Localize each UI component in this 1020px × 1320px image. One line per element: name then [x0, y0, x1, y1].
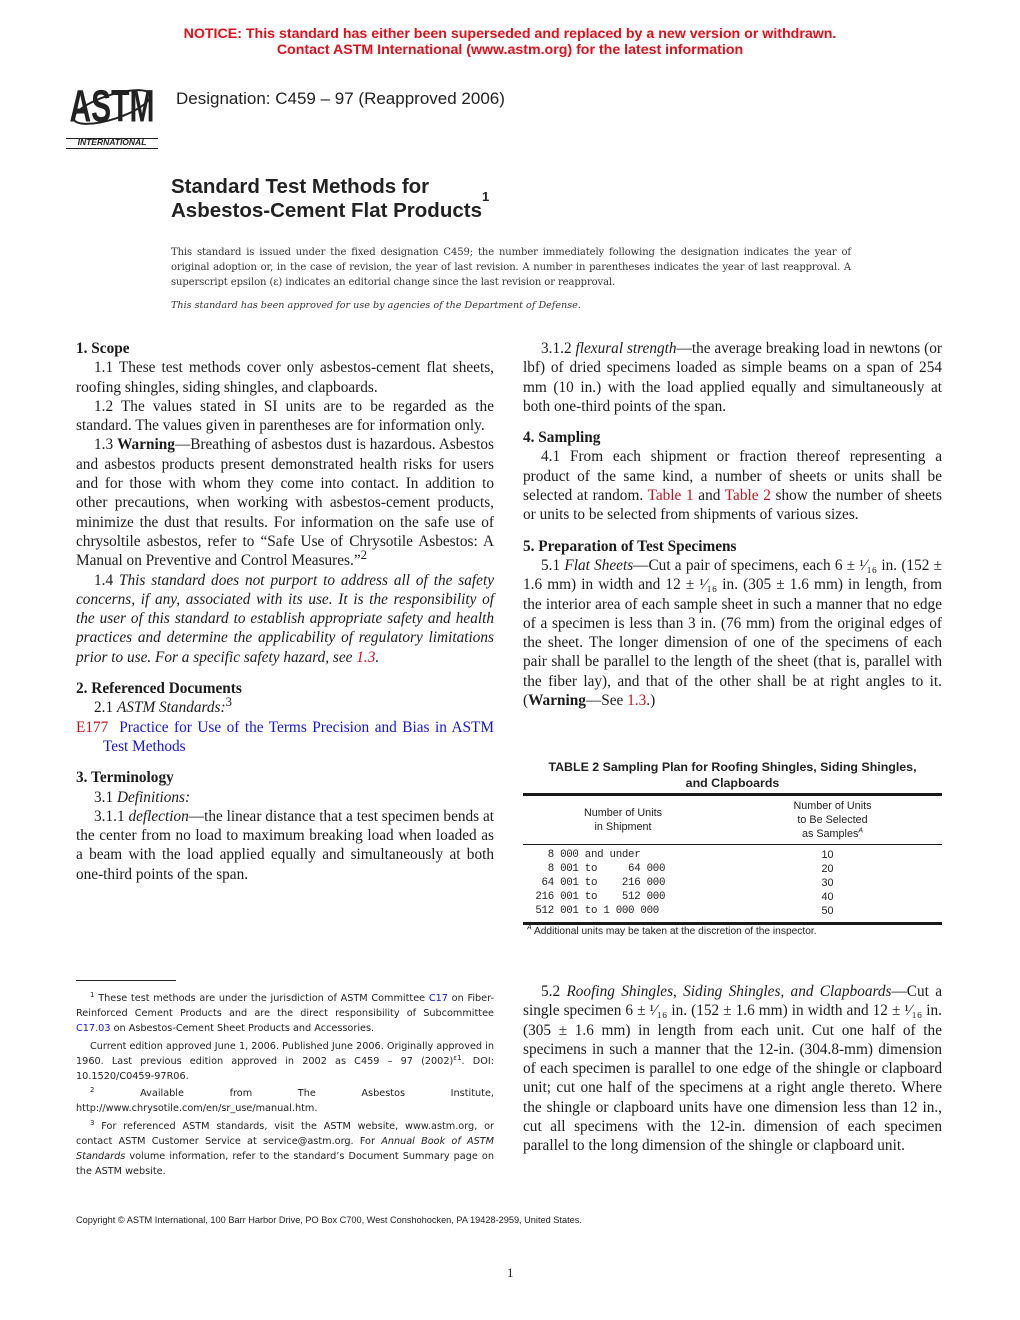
left-column [76, 339, 494, 884]
link-table-2[interactable]: Table 2 [724, 487, 771, 505]
table-row: 8 000 and under 10 [523, 849, 834, 861]
para-5-1: 5.1 Flat Sheets—Cut a pair of specimens, each 6 ± ¹⁄₁₆ in. (152 ± 1.6 mm) in width and 12 ± ¹⁄₁₆ in. (305 ± 1.6 mm) in length, from the interior area of each sample sheet in such a manner that no edge of a specimen is less than 3 in. (76 mm) from the original edges of the sheet. The longer dimension of one of the specimens of each pair shall be parallel to the length of the sheet (that is, parallel with the fiber lay), and that of the other shall be at right angles to it. (Warning—See 1.3.) [523, 556, 942, 710]
notice-line-2: Contact ASTM International (www.astm.org) for the latest information [276, 42, 744, 58]
section-heading-referenced-documents: 2. Referenced Documents [76, 680, 242, 698]
section-heading-preparation: 5. Preparation of Test Specimens [523, 537, 737, 555]
para-3-1-1: 3.1.1 deflection—the linear distance that a test specimen bends at the center from no load to maximum breaking load when loaded as a beam with the load applied equally and simultaneously at both one-third points of the span. [76, 807, 494, 883]
footnote-ref-2[interactable]: 2 [360, 548, 367, 563]
astm-logo-icon [64, 72, 164, 152]
link-e177[interactable]: E177 [76, 718, 109, 736]
notice-line-1: NOTICE: This standard has either been superseded and replaced by a new version or withdrawn. [183, 26, 837, 42]
title-footnote-mark: 1 [481, 189, 490, 204]
table-row: 64 001 to 216 000 30 [523, 877, 834, 889]
footnote-ref-3[interactable]: 3 [225, 695, 232, 710]
svg-text:INTERNATIONAL: INTERNATIONAL [77, 137, 147, 147]
para-3-1: 3.1 Definitions: [94, 788, 191, 806]
title-line-1: Standard Test Methods for [171, 175, 430, 198]
para-1-4: 1.4 This standard does not purport to address all of the safety concerns, if any, associated with its use. It is the responsibility of the user of this standard to establish appropriate safety and health practices and determine the applicability of regulatory limitations prior to use. For a specific safety hazard, see 1.3. [76, 571, 494, 666]
warning-label: Warning [117, 436, 175, 454]
table-2 [523, 793, 942, 925]
footnote-2: $^2$ Available from The Asbestos Institute, http://www.chrysotile.com/en/sr_use/manual.htm. [76, 1085, 494, 1115]
withdrawal-notice [0, 26, 1020, 58]
col-header-shipment: Number of Units in Shipment [583, 807, 662, 833]
page-number: 1 [507, 1265, 514, 1280]
link-c17[interactable]: C17 [428, 993, 448, 1004]
table-row: 512 001 to 1 000 000 50 [523, 905, 834, 917]
designation: Designation: C459 – 97 (Reapproved 2006) [176, 89, 505, 108]
table-2-note: $^A$ Additional units may be taken at the discretion of the inspector. [527, 924, 817, 937]
table-2-caption: TABLE 2 Sampling Plan for Roofing Shingles, Siding Shingles, and Clapboards [548, 760, 917, 790]
para-2-1: 2.1 ASTM Standards:$^3$ [94, 695, 232, 717]
table-header [523, 796, 942, 844]
copyright: Copyright © ASTM International, 100 Barr Harbor Drive, PO Box C700, West Conshohocken, PA 19428-2959, United States. [76, 1215, 582, 1225]
para-4-1: 4.1 From each shipment or fraction thereof representing a product of the same kind, a number of sheets or units shall be selected at random. Table 1 and Table 2 show the number of sheets or units to be selected from shipments of various sizes. [523, 448, 943, 524]
link-table-1[interactable]: Table 1 [647, 487, 694, 505]
section-heading-terminology: 3. Terminology [76, 769, 174, 787]
para-1-3: 1.3 Warning—Breathing of asbestos dust is hazardous. Asbestos and asbestos products present demonstrated health risks for users and for those with whom they come into contact. In addition to other precautions, when working with asbestos-cement products, minimize the dust that results. For information on the safe use of chrysoltile asbestos, refer to “Safe Use of Chrysotile Asbestos: A Manual on Preventive and Control Measures.”$^2$ [76, 436, 494, 570]
footnote-1: $^1$ These test methods are under the jurisdiction of ASTM Committee C17 on Fiber-Reinforced Cement Products and are the direct responsibility of Subcommittee C17.03 on Asbestos-Cement Sheet Products and Accessories. [76, 990, 494, 1035]
para-1-1: 1.1 These test methods cover only asbestos-cement flat sheets, roofing shingles, siding shingles, and clapboards. [76, 359, 494, 396]
dod-note: This standard has been approved for use by agencies of the Department of Defense. [171, 300, 581, 311]
section-heading-scope: 1. Scope [76, 340, 130, 357]
para-3-1-2: 3.1.2 flexural strength—the average breaking load in newtons (or lbf) of dried specimens loaded as simple beams on a span of 254 mm (10 in.) with the load applied equally and simultaneously at both one-third points of the span. [523, 340, 942, 415]
right-column-bottom [523, 982, 942, 1156]
para-5-2: 5.2 Roofing Shingles, Siding Shingles, and Clapboards—Cut a single specimen 6 ± ¹⁄₁₆ in. (152 ± 1.6 mm) in width and 12 ± ¹⁄₁₆ in. (305 ± 1.6 mm) in length from each unit. Cut one half of the specimens in such a manner that the 12-in. (304.8-mm) dimension of each specimen is parallel to one edge of the shingle or clapboard unit; cut one half of the specimens at a right angle thereto. Where the shingle or clapboard units have one dimension less than 12 in., cut all specimens with the 12-in. dimension of each specimen parallel to the long dimension of the shingle or clapboard unit. [523, 983, 942, 1155]
link-section-1-3-b[interactable]: 1.3 [627, 692, 647, 710]
page-title [171, 175, 489, 223]
table-row: 216 001 to 512 000 40 [523, 891, 834, 903]
footnote-divider [76, 980, 176, 981]
svg-text:ASTM: ASTM [69, 81, 155, 133]
link-c17-03[interactable]: C17.03 [76, 1023, 111, 1035]
reference-e177 [76, 718, 494, 757]
footnote-1-edition: Current edition approved June 1, 2006. Published June 2006. Originally approved in 1960. Last previous edition approved in 2002 as C459 – 97 $(2002)^{\varepsilon 1}$. DOI: 10.1520/C0459-97R06. [76, 1040, 494, 1083]
footnote-3: $^3$ For referenced ASTM standards, visit the ASTM website, www.astm.org, or contact ASTM Customer Service at service@astm.org. For Annual Book of ASTM Standards volume information, refer to the standard’s Document Summary page on the ASTM website. [76, 1118, 494, 1178]
section-heading-sampling: 4. Sampling [523, 429, 601, 447]
footnotes [76, 991, 494, 1181]
table-row: 8 001 to 64 000 20 [523, 863, 834, 875]
col-header-samples: Number of Units to Be Selected as Samples$^A$ [793, 800, 872, 840]
preamble: This standard is issued under the fixed designation C459; the number immediately following the designation indicates the year of original adoption or, in the case of revision, the year of last revision. A number in parentheses indicates the year of last reapproval. A superscript epsilon (ε) indicates an editorial change since the last revision or reapproval. [171, 247, 851, 288]
link-e177-title[interactable]: Practice for Use of the Terms Precision and Bias in ASTM Test Methods [103, 718, 494, 755]
link-section-1-3[interactable]: 1.3 [356, 648, 376, 666]
right-column-top [523, 339, 942, 710]
para-1-2: 1.2 The values stated in SI units are to be regarded as the standard. The values given in parentheses are for information only. [76, 397, 494, 435]
title-line-2: Asbestos-Cement Flat Products$^1$ [171, 189, 490, 222]
